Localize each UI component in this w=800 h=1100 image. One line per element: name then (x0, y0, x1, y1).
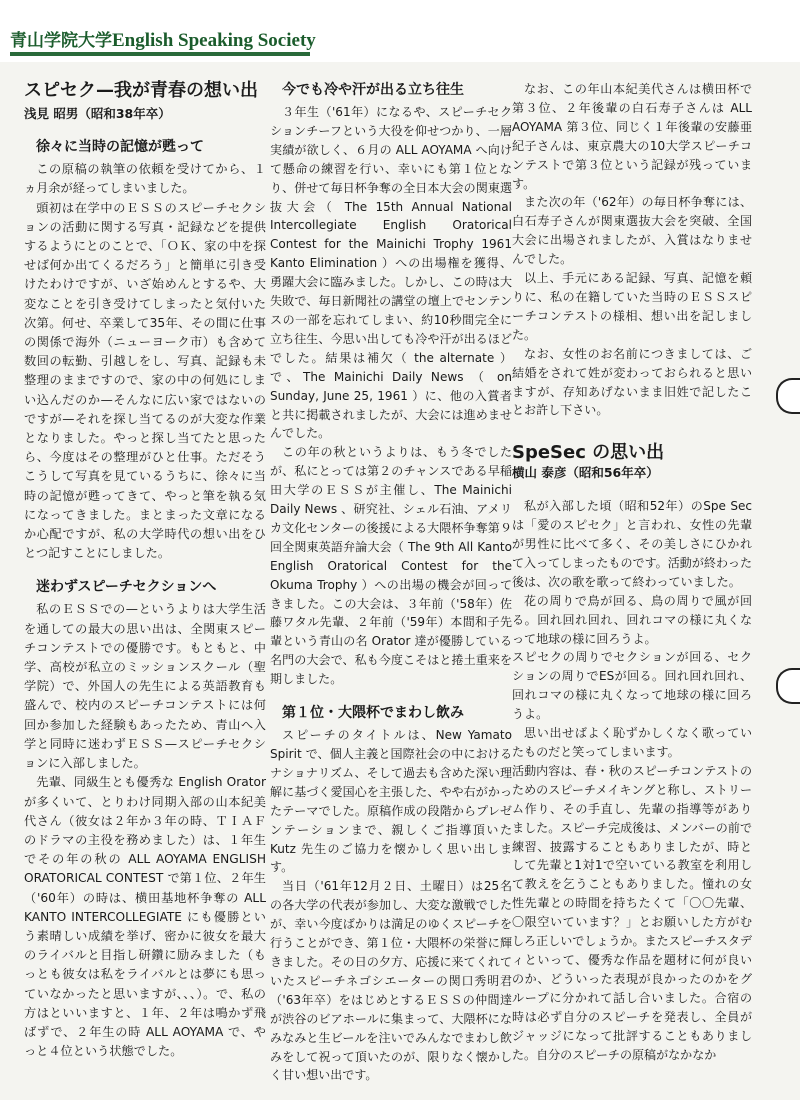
paragraph: この原稿の執筆の依頼を受けてから、１ヵ月余が経ってしまいました。 (24, 162, 266, 196)
paragraph: 思い出せばよく恥ずかしくなく歌っていたものだと笑ってしまいます。 (512, 726, 752, 759)
column-3 (512, 80, 752, 1064)
publication-title-en: English Speaking Society (112, 30, 316, 51)
section-heading: 迷わずスピーチセクションへ (36, 579, 217, 596)
paragraph: 花の周りで鳥が回る、鳥の周りで風が回る。回れ回れ回れ、回れコマの様に丸くなって地球の様に回ろうよ。 (512, 593, 752, 646)
paragraph: スピセクの周りでセクションが回る、セクションの周りでESが回る。回れ回れ回れ、回れコマの様に丸くなって地球の様に回ろうよ。 (512, 650, 752, 722)
paragraph: 活動内容は、春・秋のスピーチコンテストのためのスピーチメイキングと称し、ストリーム作り、その手直し、先輩の指導等がありました。スピーチ完成後は、メンバーの前で練習、披露することもありましたが、時として先輩と1対1で空いている教室を利用して教えを乞うこともありました。憧れの女性先輩との時間を持ちたくて「〇〇先輩、〇限空いています？」とお願いした方がむしろ正しいでしょうか。またスピーチスタディといって、優秀な作品を題材に何が良いのか、どういった表現が良かったのかをグループに分かれて話し合いました。合宿の時は必ず自分のスピーチを発表し、全員がジャッジになって批評することもありました。自分のスピーチの原稿がなかなか (512, 763, 752, 1062)
paragraph: なお、この年山本紀美代さんは横田杯で第３位、２年後輩の白石寿子さんは ALL AOYAMA 第３位、同じく１年後輩の安藤亜紀子さんは、東京農大の10大学スピーチコンテストで第３位という記録が残っています。 (512, 82, 752, 191)
paragraph: ３年生（'61年）になるや、スピーチセクションチーフという大役を仰せつかり、一層実績が欲しく、６月の ALL AOYAMA へ向けて懸命の練習を行い、幸いにも第１位となり、併せて毎日杯争奪の全日本大会の関東選抜大会（ The 15th Annual National Intercollegiate English Oratorical Contest for the Mainichi Trophy 1961 Kanto Elimination ）への出場権を獲得、勇躍大会に臨みました。しかし、この時は大失敗で、毎日新聞社の講堂の壇上でセンテンスの一部を忘れてしまい、約10秒間完全に立ち往生、今思い出しても冷や汗が出るほどでした。結果は補欠（ the alternate ）で、The Mainichi Daily News （ on Sunday, June 25, 1961 ）に、他の入賞者と共に掲載されましたが、大会には進めませんでした。 (270, 105, 512, 441)
paragraph: 当日（'61年12月２日、土曜日）は25名の各大学の代表が参加し、大変な激戦でしたが、幸い今度ばかりは満足のゆくスピーチを行うことができ、第１位・大隈杯の栄誉に輝きました。その日の夕方、応援に来てくれていたスピーチネゴシエーターの関口秀明君（'63年卒）をはじめとするＥＳＳの仲間達が渋谷のビアホールに集まって、大隈杯になみなみと生ビールを注いでみんなでまわし飲みをして祝って頂いたのが、限りなく懐かしく甘い想い出です。 (270, 879, 512, 1083)
paragraph: また次の年（'62年）の毎日杯争奪には、白石寿子さんが関東選抜大会を突破、全国大会に出場されましたが、入賞はなりませんでした。 (512, 195, 752, 267)
paragraph: 私のＥＳＳでの—というよりは大学生活を通しての最大の思い出は、全関東スピーチコンテストでの優勝です。もともと、中学、高校が私立のミッションスクール（聖学院）で、外国人の先生による英語教育も盛んで、校内のスピーチコンテストには何回か参加した経験もあったため、青山へ入学と同時に迷わずＥＳＳ—スピーチセクションに入部しました。 (24, 602, 266, 771)
paragraph: なお、女性のお名前につきましては、ご結婚をされて姓が変わっておられると思いますが、存知あげないまま旧姓で記したことお許し下さい。 (512, 346, 752, 418)
article-1-author: 浅見 昭男（昭和38年卒） (24, 106, 171, 121)
paragraph: 私が入部した頃（昭和52年）のSpe Secは「愛のスピセク」と言われ、女性の先輩が男性に比べて多く、その美しさにひかれて入ってしまったものです。活動が終わった後は、次の歌を歌って終わっていました。 (512, 499, 752, 589)
paragraph: スピーチのタイトルは、New Yamato Spirit で、個人主義と国際社会の中におけるナショナリズム、そして過去も含めた深い理解に基づく愛国心を主張した、やや右がかったテーマでした。原稿作成の段階からプレゼンテーションまで、親しくご指導頂いた Kutz 先生のご協力を懐かしく思い出します。 (270, 728, 512, 875)
publication-title (10, 26, 316, 52)
background-show-through (490, 0, 800, 60)
column-2 (270, 80, 512, 1085)
page-header (0, 0, 800, 62)
article-1-title: スピセク—我が青春の想い出 (24, 80, 258, 101)
header-rule (10, 52, 310, 56)
column-1 (24, 80, 266, 1061)
paragraph: 先輩、同級生とも優秀な English Orator が多くいて、とりわけ同期入部の山本紀美代さん（彼女は２年か３年の時、ＴＩＡＦのドラマの主役を務めました）は、１年生でその年の秋の ALL AOYAMA ENGLISH ORATORICAL CONTEST で第１位、２年生（'60年）の時は、横田基地杯争奪の ALL KANTO INTERCOLLEGIATE にも優勝という素晴しい成績を挙げ、密かに彼女を最大のライバルと目指し研鑽に励みました（もっとも彼女は私をライバルとは夢にも思っていなかったと思いますが、、、）。で、私の方はといいますと、１年、２年は鳴かず飛ばずで、２年生の時 ALL AOYAMA で、やっと４位という状態でした。 (24, 775, 266, 1059)
binder-hole (776, 668, 800, 704)
paragraph: この年の秋というよりは、もう冬でしたが、私にとっては第２のチャンスである早稲田大学のＥＳＳが主催し、The Mainichi Daily News 、研究社、シェル石油、アメリカ文化センターの後援による大隈杯争奪第９回全関東英語弁論大会（ The 9th All Kanto English Oratorical Contest for the Okuma Trophy ）への出場の機会が回ってきました。この大会は、３年前（'58年）佐藤ワタル先輩、２年前（'59年）本間和子先輩という青山の名 Orator 達が優勝している名門の大会で、私も今度こそはと捲土重来を期しました。 (270, 445, 512, 687)
section-heading: 徐々に当時の記憶が甦って (36, 139, 204, 156)
article-2-author: 横山 泰彦（昭和56年卒） (512, 465, 659, 481)
publication-title-jp: 青山学院大学 (10, 31, 112, 51)
binder-hole (776, 378, 800, 414)
article-2-title: SpeSec の思い出 (512, 442, 665, 464)
paragraph: 以上、手元にある記録、写真、記憶を頼りに、私の在籍していた当時のＥＳＳスピーチコンテストの様相、想い出を記しました。 (512, 271, 752, 342)
section-heading: 第１位・大隈杯でまわし飲み (282, 705, 464, 722)
paragraph: 頭初は在学中のＥＳＳのスピーチセクションの活動に関する写真・記録などを提供するようにとのことで、「ＯＫ、家の中を探せば何か出てくるだろう」と簡単に引き受けたわけですが、いざ始めんとするや、大変なことを引き受けてしまったと気付いた次第。何せ、卒業して35年、その間に仕事の関係で海外（ニューヨーク市）も含めて数回の転勤、引越しをし、写真、記録も未整理のままですので、家の中の何処にしまい込んだのか—そんなに広い家ではないのですが—それを探し当てるのが大変な作業となりました。やっと探し当てたと思ったら、今度はその整理がひと仕事。ただそうこうして写真を見ているうちに、徐々に当時の記憶が甦ってきて、やっと筆を執る気になってきました。まとまった文章になるか心配ですが、私の大学時代の想い出をひとつ記すことにしました。 (24, 200, 266, 561)
section-heading: 今でも冷や汗が出る立ち往生 (282, 82, 464, 98)
